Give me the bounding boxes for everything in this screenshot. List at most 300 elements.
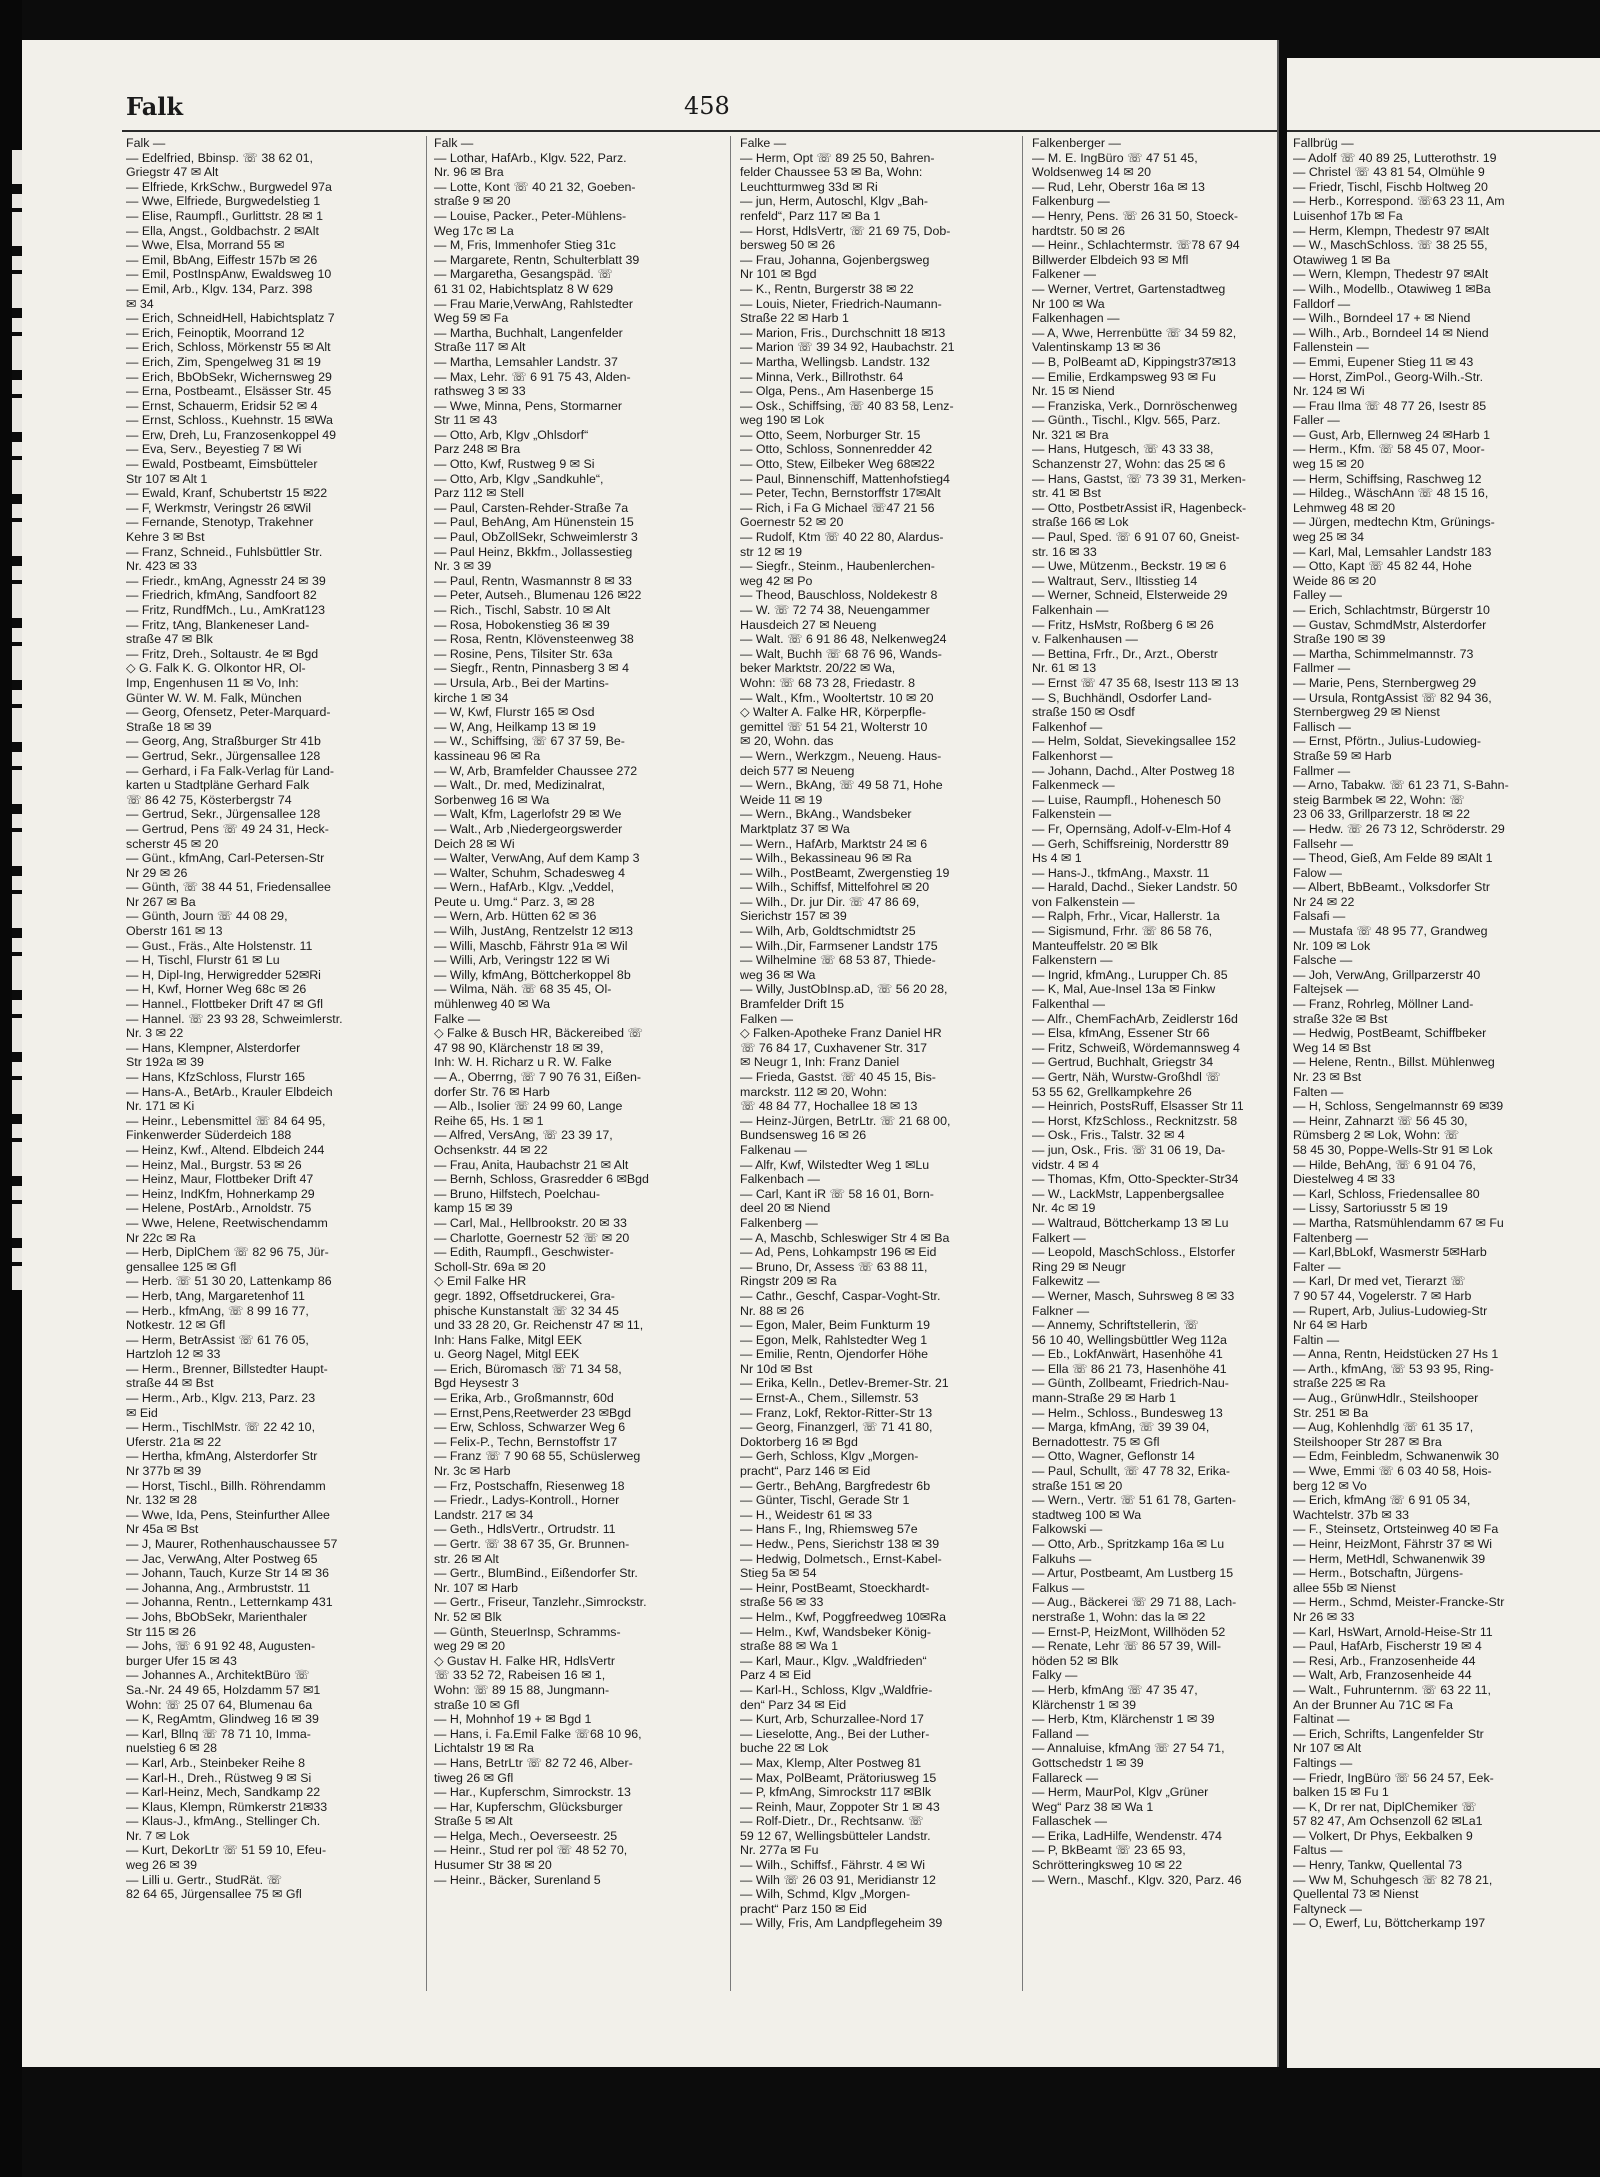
directory-line: ✉ Eid (126, 1405, 158, 1420)
directory-line: — Günth, Zollbeamt, Friedrich-Nau- (1032, 1376, 1229, 1391)
directory-line: weg 26 ✉ 39 (126, 1858, 198, 1873)
directory-line: pracht“, Parz 146 ✉ Eid (740, 1464, 871, 1479)
right-page-partial (1287, 58, 1600, 2068)
directory-line: — Wilh, Arb, Goldtschmidtstr 25 (740, 924, 916, 939)
directory-line: — Gustav, SchmdMstr, Alsterdorfer (1293, 617, 1487, 632)
directory-line: — Christel ☏ 43 81 54, Olmühle 9 (1293, 165, 1485, 180)
directory-line: Falow — (1293, 865, 1342, 880)
directory-line: Sorbenweg 16 ✉ Wa (434, 792, 550, 807)
directory-line: — Siegfr., Rentn, Pinnasberg 3 ✉ 4 (434, 661, 629, 676)
directory-line: Falsche — (1293, 953, 1353, 968)
directory-line: Notkestr. 12 ✉ Gfl (126, 1318, 226, 1333)
running-head-word: Falk (126, 92, 184, 121)
directory-line: — Friedr., kmAng, Agnesstr 24 ✉ 39 (126, 573, 326, 588)
directory-line: — Lotte, Kont ☏ 40 21 32, Goeben- (434, 179, 636, 194)
directory-line: Billwerder Elbdeich 93 ✉ Mfl (1032, 252, 1189, 267)
directory-line: mühlenweg 40 ✉ Wa (434, 997, 550, 1012)
directory-line: Falkenhof — (1032, 719, 1103, 734)
directory-line: straße 10 ✉ Gfl (434, 1697, 520, 1712)
directory-line: Rümsberg 2 ✉ Lok, Wohn: ☏ (1293, 1128, 1460, 1143)
directory-line: — Herm., Kfm. ☏ 58 45 07, Moor- (1293, 442, 1485, 457)
directory-line: — Johanna, Rentn., Letternkamp 431 (126, 1595, 333, 1610)
directory-line: — Wwe, Elsa, Morrand 55 ✉ (126, 238, 285, 253)
directory-line: — Johs, BbObSekr, Marienthaler (126, 1609, 308, 1624)
directory-line: — Lilli u. Gertr., StudRät. ☏ (126, 1872, 282, 1887)
directory-line: Str 192a ✉ 39 (126, 1055, 204, 1070)
directory-line: weg 190 ✉ Lok (740, 413, 825, 428)
directory-line: gensallee 125 ✉ Gfl (126, 1259, 237, 1274)
directory-line: Kehre 3 ✉ Bst (126, 530, 205, 545)
directory-line: — Resi, Arb., Franzosenheide 44 (1293, 1653, 1476, 1668)
directory-line: Bgd Heysestr 3 (434, 1376, 519, 1391)
directory-line: — Gertrud, Buchhalt, Griegstr 34 (1032, 1055, 1214, 1070)
directory-line: — Herm, MetHdl, Schwanenwik 39 (1293, 1551, 1486, 1566)
directory-line: — Karl, Maur., Klgv. „Waldfrieden“ (740, 1653, 927, 1668)
directory-line: — Karl, Dr med vet, Tierarzt ☏ (1293, 1274, 1466, 1289)
directory-line: Falky — (1032, 1668, 1078, 1683)
directory-line: straße 47 ✉ Blk (126, 632, 213, 647)
directory-line: Straße 190 ✉ 39 (1293, 632, 1386, 647)
directory-line: Nr 267 ✉ Ba (126, 894, 196, 909)
directory-line: Faltinat — (1293, 1712, 1350, 1727)
directory-line: Falkenhain — (1032, 603, 1109, 617)
directory-line: — Erich, Schrifts, Langenfelder Str (1293, 1726, 1484, 1741)
directory-line: Weide 86 ✉ 20 (1293, 573, 1377, 588)
directory-line: — Kurt, Arb, Schurzallee-Nord 17 (740, 1712, 924, 1727)
directory-line: Nr 100 ✉ Wa (1032, 296, 1105, 311)
directory-line: — Gertrud, Sekr., Jürgensallee 128 (126, 748, 321, 763)
directory-line: Lehmweg 48 ✉ 20 (1293, 500, 1395, 515)
directory-line: Lichtalstr 19 ✉ Ra (434, 1741, 534, 1756)
directory-line: mann-Straße 29 ✉ Harb 1 (1032, 1391, 1176, 1406)
directory-line: weg 25 ✉ 34 (1293, 530, 1365, 545)
directory-line: — Herm., Botschaftn, Jürgens- (1293, 1566, 1464, 1581)
directory-line: str. 26 ✉ Alt (434, 1551, 499, 1566)
directory-line: Nr. 52 ✉ Blk (434, 1609, 502, 1624)
directory-line: Nr 64 ✉ Harb (1293, 1318, 1368, 1333)
directory-line: Bernadottestr. 75 ✉ Gfl (1032, 1434, 1160, 1449)
directory-line: — Wwe, Ida, Pens, Steinfurther Allee (126, 1507, 330, 1522)
directory-line: Sierichstr 157 ✉ 39 (740, 909, 847, 924)
directory-line: Nr. 124 ✉ Wi (1293, 384, 1365, 399)
directory-line: — Walt., Kfm., Wooltertstr. 10 ✉ 20 (740, 690, 934, 705)
directory-line: — Friedr, IngBüro ☏ 56 24 57, Eek- (1293, 1770, 1494, 1785)
directory-line: pracht“ Parz 150 ✉ Eid (740, 1901, 867, 1916)
directory-line: — Wilma, Näh. ☏ 68 35 45, Ol- (434, 982, 612, 997)
directory-line: — Martha, Ratsmühlendamm 67 ✉ Fu (1293, 1215, 1504, 1230)
directory-line: Nr. 132 ✉ 28 (126, 1493, 197, 1508)
directory-line: — Martha, Wellingsb. Landstr. 132 (740, 354, 930, 369)
directory-line: — Ernst, Pförtn., Julius-Ludowieg- (1293, 734, 1482, 749)
directory-line: — Günth, ☏ 38 44 51, Friedensallee (126, 880, 331, 895)
directory-line: Wohn: ☏ 68 73 28, Friedastr. 8 (740, 675, 916, 690)
directory-line: ◇ G. Falk K. G. Olkontor HR, Ol- (126, 661, 306, 676)
directory-line: Griegstr 47 ✉ Alt (126, 165, 219, 180)
directory-line: — Jac, VerwAng, Alter Postweg 65 (126, 1551, 318, 1566)
directory-line: Ochsenkstr. 44 ✉ 22 (434, 1142, 548, 1157)
directory-line: beker Marktstr. 20/22 ✉ Wa, (740, 661, 896, 676)
directory-line: Inh: W. H. Richarz u R. W. Falke (434, 1055, 612, 1070)
directory-line: — Helene, Rentn., Billst. Mühlenweg (1293, 1055, 1495, 1070)
directory-line: — Karl, Bllnq ☏ 78 71 10, Imma- (126, 1726, 311, 1741)
directory-line: phische Kunstanstalt ☏ 32 34 45 (434, 1303, 619, 1318)
directory-line: — Fr, Opernsäng, Adolf-v-Elm-Hof 4 (1032, 821, 1232, 836)
directory-line: — Ernst ☏ 47 35 68, Isestr 113 ✉ 13 (1032, 675, 1239, 690)
directory-line: — Rupert, Arb, Julius-Ludowieg-Str (1293, 1303, 1488, 1318)
directory-line: Falkenthal — (1032, 997, 1106, 1012)
directory-line: — Aug., Bäckerei ☏ 29 71 88, Lach- (1032, 1595, 1237, 1610)
directory-line: — Wilh., Bekassineau 96 ✉ Ra (740, 851, 912, 866)
directory-line: — Paul, Binnenschiff, Mattenhofstieg4 (740, 471, 950, 486)
directory-line: — Fritz, tAng, Blankeneser Land- (126, 617, 310, 632)
directory-line: — Georg, Finanzgerl, ☏ 71 41 80, (740, 1420, 933, 1435)
directory-line: — Elfriede, KrkSchw., Burgwedel 97a (126, 179, 332, 194)
directory-line: — Waltraud, Böttcherkamp 13 ✉ Lu (1032, 1215, 1229, 1230)
directory-line: Wachtelstr. 37b ✉ 33 (1293, 1507, 1409, 1522)
directory-line: Faltejsek — (1293, 982, 1359, 997)
directory-line: — Friedr., Ladys-Kontroll., Horner (434, 1493, 620, 1508)
directory-line: Str 115 ✉ 26 (126, 1624, 197, 1639)
directory-line: Nr. 15 ✉ Niend (1032, 384, 1115, 399)
directory-line: — Günt., kfmAng, Carl-Petersen-Str (126, 851, 325, 866)
directory-line: — Hans, KfzSchloss, Flurstr 165 (126, 1070, 306, 1084)
directory-line: Faltings — (1293, 1755, 1353, 1770)
directory-line: — Erich, BbObSekr, Wichernsweg 29 (126, 369, 332, 384)
directory-line: — Ralph, Frhr., Vicar, Hallerstr. 1a (1032, 909, 1220, 924)
directory-line: Falten — (1293, 1084, 1344, 1099)
directory-line: v. Falkenhausen — (1032, 632, 1138, 647)
directory-line: — Hedwig, Dolmetsch., Ernst-Kabel- (740, 1551, 942, 1566)
column-divider (730, 136, 731, 1991)
directory-line: — Cathr., Geschf, Caspar-Voght-Str. (740, 1288, 941, 1303)
directory-line: u. Georg Nagel, Mitgl EEK (434, 1347, 580, 1362)
directory-line: deich 577 ✉ Neueng (740, 763, 855, 778)
directory-line: — Reinh, Maur, Zoppoter Str 1 ✉ 43 (740, 1799, 940, 1814)
directory-line: Nr. 321 ✉ Bra (1032, 427, 1109, 442)
directory-line: — Aug., GrünwHdlr., Steilshooper (1293, 1391, 1479, 1406)
directory-line: gemittel ☏ 51 54 21, Wolterstr 10 (740, 719, 928, 734)
directory-line: straße 88 ✉ Wa 1 (740, 1639, 839, 1654)
directory-line: — Leopold, MaschSchloss., Elstorfer (1032, 1245, 1236, 1260)
directory-line: 47 98 90, Klärchenstr 18 ✉ 39, (434, 1040, 604, 1055)
directory-line: allee 55b ✉ Nienst (1293, 1580, 1396, 1595)
directory-line: — Hans, Klempner, Alsterdorfer (126, 1040, 301, 1055)
directory-line: — Helene, PostArb., Arnoldstr. 75 (126, 1201, 312, 1216)
directory-line: Nr 24 ✉ 22 (1293, 894, 1355, 909)
directory-line: — Wwe, Elfriede, Burgwedelstieg 1 (126, 194, 321, 209)
directory-line: Wohn: ☏ 25 07 64, Blumenau 6a (126, 1697, 313, 1712)
header-rule-right (1287, 130, 1600, 132)
directory-line: — Rud, Lehr, Oberstr 16a ✉ 13 (1032, 179, 1205, 194)
directory-line: — Harald, Dachd., Sieker Landstr. 50 (1032, 880, 1238, 895)
directory-line: Ringstr 209 ✉ Ra (740, 1274, 837, 1289)
directory-line: Weide 11 ✉ 19 (740, 792, 823, 807)
directory-line: — Walt., Arb ,Niedergeorgswerder (434, 821, 623, 836)
directory-line: — A, Maschb, Schleswiger Str 4 ✉ Ba (740, 1230, 950, 1245)
directory-line: — Arth., kfmAng, ☏ 53 93 95, Ring- (1293, 1361, 1494, 1376)
directory-line: Fallmer — (1293, 661, 1351, 676)
directory-line: Ring 29 ✉ Neugr (1032, 1259, 1126, 1274)
directory-line: Falkenberg — (740, 1215, 818, 1230)
directory-line: Weg“ Parz 38 ✉ Wa 1 (1032, 1799, 1154, 1814)
directory-line: — Helm., Kwf, Poggfreedweg 10✉Ra (740, 1609, 946, 1624)
directory-line: — Paul, ObZollSekr, Schweimlerstr 3 (434, 530, 638, 545)
directory-line: — M. E. IngBüro ☏ 47 51 45, (1032, 150, 1198, 165)
directory-line: burger Ufer 15 ✉ 43 (126, 1653, 237, 1668)
directory-line: Falke — (740, 136, 787, 150)
directory-line: — J, Maurer, Rothenhauschaussee 57 (126, 1537, 338, 1551)
directory-line: — Theod, Gieß, Am Felde 89 ✉Alt 1 (1293, 851, 1493, 866)
directory-line: — Friedrich, kfmAng, Sandfoort 82 (126, 588, 317, 603)
directory-line: — Karl-H., Schloss, Klgv „Waldfrie- (740, 1682, 933, 1697)
directory-line: — Sigismund, Frhr. ☏ 86 58 76, (1032, 924, 1213, 939)
directory-line: — Rosine, Pens, Tilsiter Str. 63a (434, 646, 613, 661)
directory-line: — Klaus-J., kfmAng., Stellinger Ch. (126, 1814, 321, 1829)
directory-line: — Ad, Pens, Lohkampstr 196 ✉ Eid (740, 1245, 937, 1260)
directory-line: — Erich, Feinoptik, Moorrand 12 (126, 325, 305, 340)
directory-line: — Gertr., BlumBind., Eißendorfer Str. (434, 1566, 638, 1581)
directory-line: — Peter, Autseh., Blumenau 126 ✉22 (434, 588, 642, 603)
directory-line: — Herb, DiplChem ☏ 82 96 75, Jür- (126, 1245, 329, 1260)
directory-line: Weg 17c ✉ La (434, 223, 514, 238)
directory-line: Falkowski — (1032, 1522, 1103, 1537)
directory-line: felder Chaussee 53 ✉ Ba, Wohn: (740, 165, 923, 180)
directory-line: ◇ Falke & Busch HR, Bäckereibed ☏ (434, 1026, 643, 1041)
directory-line: buche 22 ✉ Lok (740, 1741, 829, 1756)
directory-line: — Marion ☏ 39 34 92, Haubachstr. 21 (740, 340, 955, 355)
directory-line: — Hertha, kfmAng, Alsterdorfer Str (126, 1449, 318, 1464)
directory-line: Imp, Engenhusen 11 ✉ Vo, Inh: (126, 675, 299, 690)
directory-line: — Herb., kfmAng, ☏ 8 99 16 77, (126, 1303, 309, 1318)
directory-line: — Werner, Vertret, Gartenstadtweg (1032, 281, 1226, 296)
directory-line: kamp 15 ✉ 39 (434, 1201, 513, 1216)
directory-line: gegr. 1892, Offsetdruckerei, Gra- (434, 1288, 615, 1303)
directory-line: — Otto, Wagner, Geflonstr 14 (1032, 1449, 1195, 1464)
directory-line: — Anna, Rentn, Heidstücken 27 Hs 1 (1293, 1347, 1499, 1362)
directory-line: — Walt., Dr. med, Medizinalrat, (434, 778, 605, 793)
directory-line: — Hans, Hutgesch, ☏ 43 33 38, (1032, 442, 1214, 457)
directory-line: — Otto, Schloss, Sonnenredder 42 (740, 442, 933, 457)
directory-line: — Herm, Schiffsing, Raschweg 12 (1293, 471, 1482, 486)
directory-line: Falkert — (1032, 1230, 1086, 1245)
directory-line: — Frau Ilma ☏ 48 77 26, Isestr 85 (1293, 398, 1487, 413)
directory-line: straße 44 ✉ Bst (126, 1376, 214, 1391)
directory-line: — Hans, BetrLtr ☏ 82 72 46, Alber- (434, 1755, 633, 1770)
directory-line: — Günter, Tischl, Gerade Str 1 (740, 1493, 910, 1508)
directory-line: Goernestr 52 ✉ 20 (740, 515, 844, 530)
directory-line: — jun, Herm, Autoschl, Klgv „Bah- (740, 194, 928, 209)
directory-line: Nr. 88 ✉ 26 (740, 1303, 805, 1318)
directory-line: ✉ 34 (126, 296, 154, 311)
directory-line: — Wern., BkAng, ☏ 49 58 71, Hohe (740, 778, 943, 793)
directory-line: Falland — (1032, 1726, 1089, 1741)
column-divider (1022, 136, 1023, 1991)
directory-line: — Otto, Arb, Klgv „Sandkuhle“, (434, 471, 604, 486)
directory-line: — Marion, Fris., Durchschnitt 18 ✉13 (740, 325, 946, 340)
directory-line: dorfer Str. 76 ✉ Harb (434, 1084, 550, 1099)
directory-line: Parz 248 ✉ Bra (434, 442, 521, 457)
directory-line: — Ernst, Schloss., Kuehnstr. 15 ✉Wa (126, 413, 333, 428)
directory-line: ◇ Emil Falke HR (434, 1274, 527, 1289)
directory-line: Falley — (1293, 588, 1342, 603)
directory-line: — Franz, Lokf, Rektor-Ritter-Str 13 (740, 1405, 933, 1420)
directory-line: — Gertrud, Pens ☏ 49 24 31, Heck- (126, 821, 329, 836)
directory-line: Falkenau — (740, 1142, 807, 1157)
directory-line: — Johs, ☏ 6 91 92 48, Augusten- (126, 1639, 316, 1654)
directory-line: — Egon, Melk, Rahlstedter Weg 1 (740, 1332, 928, 1347)
directory-line: — Ewald, Kranf, Schubertstr 15 ✉22 (126, 486, 328, 501)
directory-line: weg 36 ✉ Wa (740, 967, 816, 982)
directory-line: Nr. 7 ✉ Lok (126, 1828, 190, 1843)
directory-line: — Heinr, Zahnarzt ☏ 56 45 30, (1293, 1113, 1468, 1128)
directory-line: — Herb, kfmAng ☏ 47 35 47, (1032, 1682, 1198, 1697)
directory-line: — Frau, Johanna, Gojenbergsweg (740, 252, 930, 267)
directory-line: — Willy, Fris, Am Landpflegeheim 39 (740, 1916, 943, 1931)
directory-line: — Emilie, Rentn, Ojendorfer Höhe (740, 1347, 929, 1362)
directory-line: — Otto, Arb, Klgv „Ohlsdorf“ (434, 427, 589, 442)
directory-line: Faltenberg — (1293, 1230, 1369, 1245)
directory-line: Sa.-Nr. 24 49 65, Holzdamm 57 ✉1 (126, 1682, 321, 1697)
directory-line: — Carl, Mal., Hellbrookstr. 20 ✉ 33 (434, 1215, 627, 1230)
directory-line: — Marga, kfmAng, ☏ 39 39 04, (1032, 1420, 1210, 1435)
directory-line: — Fernande, Stenotyp, Trakehner (126, 515, 314, 530)
directory-line: — Ernst, Schauerm, Eridsir 52 ✉ 4 (126, 398, 318, 413)
directory-line: straße 150 ✉ Osdf (1032, 705, 1135, 720)
directory-line: Nr. 423 ✉ 33 (126, 559, 197, 574)
directory-line: Quellental 73 ✉ Nienst (1293, 1887, 1419, 1902)
directory-line: straße 151 ✉ 20 (1032, 1478, 1123, 1493)
directory-line: Faltin — (1293, 1332, 1340, 1347)
directory-line: hardtstr. 50 ✉ 26 (1032, 223, 1126, 238)
directory-line: — Lieselotte, Ang., Bei der Luther- (740, 1726, 930, 1741)
directory-line: — Wern, Klempn, Thedestr 97 ✉Alt (1293, 267, 1489, 282)
directory-line: Nr. 107 ✉ Harb (434, 1580, 519, 1595)
directory-line: — Erika, LadHilfe, Wendenstr. 474 (1032, 1828, 1222, 1843)
directory-line: — Luise, Raumpfl., Hohenesch 50 (1032, 792, 1221, 807)
directory-line: — Erich, Zim, Spengelweg 31 ✉ 19 (126, 354, 321, 369)
directory-line: — Bruno, Dr, Assess ☏ 63 88 11, (740, 1259, 928, 1274)
directory-line: — Osk., Fris., Talstr. 32 ✉ 4 (1032, 1128, 1185, 1143)
directory-line: Diestelweg 4 ✉ 33 (1293, 1172, 1395, 1187)
directory-line: — Günth, Journ ☏ 44 08 29, (126, 909, 288, 924)
directory-line: stadtweg 100 ✉ Wa (1032, 1507, 1142, 1522)
directory-line: — Hildeg., WäschAnn ☏ 48 15 16, (1293, 486, 1489, 501)
directory-line: Luisenhof 17b ✉ Fa (1293, 208, 1403, 223)
directory-line: — Olga, Pens., Am Hasenberge 15 (740, 384, 934, 399)
directory-line: — H, Dipl-Ing, Herwigredder 52✉Ri (126, 967, 321, 982)
directory-line: 57 82 47, Am Ochsenzoll 62 ✉La1 (1293, 1814, 1483, 1829)
directory-line: — K, RegAmtm, Glindweg 16 ✉ 39 (126, 1712, 319, 1727)
directory-line: Nr 29 ✉ 26 (126, 865, 188, 880)
directory-line: — Heinr, HeizMont, Fährstr 37 ✉ Wi (1293, 1537, 1493, 1551)
directory-column-4 (1032, 136, 1277, 1887)
directory-line: — Wilh., Dr. jur Dir. ☏ 47 86 69, (740, 894, 920, 909)
directory-line: — Erw, Dreh, Lu, Franzosenkoppel 49 (126, 427, 337, 442)
directory-line: Nr. 171 ✉ Ki (126, 1099, 195, 1114)
directory-line: — W., MaschSchloss. ☏ 38 25 55, (1293, 238, 1488, 253)
directory-line: — Erich, Schloss, Mörkenstr 55 ✉ Alt (126, 340, 331, 355)
directory-line: — Hans-J., tkfmAng., Maxstr. 11 (1032, 865, 1210, 880)
directory-line: — Walter, VerwAng, Auf dem Kamp 3 (434, 851, 640, 866)
directory-line: — Günth., Tischl., Klgv. 565, Parz. (1032, 413, 1221, 428)
directory-line: karten u Stadtpläne Gerhard Falk (126, 778, 310, 793)
directory-line: Falsafi — (1293, 909, 1346, 924)
directory-line: — Hans, i. Fa.Emil Falke ☏68 10 96, (434, 1726, 642, 1741)
directory-line: von Falkenstein — (1032, 894, 1135, 909)
directory-line: Nr 377b ✉ 39 (126, 1464, 202, 1479)
directory-line: straße 225 ✉ Ra (1293, 1376, 1386, 1391)
directory-line: Falkenhagen — (1032, 311, 1120, 326)
directory-line: ☏ 48 84 77, Hochallee 18 ✉ 13 (740, 1099, 918, 1114)
directory-line: — Kurt, DekorLtr ☏ 51 59 10, Efeu- (126, 1843, 327, 1858)
directory-line: — Mustafa ☏ 48 95 77, Grandweg (1293, 924, 1488, 939)
directory-line: — Eb., LokfAnwärt, Hasenhöhe 41 (1032, 1347, 1223, 1362)
directory-line: Leuchtturmweg 33d ✉ Ri (740, 179, 878, 194)
directory-line: — Otto, Kwf, Rustweg 9 ✉ Si (434, 457, 595, 472)
directory-line: balken 15 ✉ Fu 1 (1293, 1785, 1389, 1800)
directory-line: — Renate, Lehr ☏ 86 57 39, Will- (1032, 1639, 1222, 1654)
directory-line: nuelstieg 6 ✉ 28 (126, 1741, 217, 1756)
directory-line: — Erich, kfmAng ☏ 6 91 05 34, (1293, 1493, 1471, 1508)
directory-line: — P, BkBeamt ☏ 23 65 93, (1032, 1843, 1186, 1858)
directory-line: — Willy, kfmAng, Böttcherkoppel 8b (434, 967, 631, 982)
directory-line: ☏ 86 42 75, Kösterbergstr 74 (126, 792, 292, 807)
directory-line: — Heinr., Stud rer pol ☏ 48 52 70, (434, 1843, 628, 1858)
directory-line: — Emil, BbAng, Eiffestr 157b ✉ 26 (126, 252, 318, 267)
directory-line: — Erna, Postbeamt., Elsässer Str. 45 (126, 384, 332, 399)
directory-line: — Heinr., Lebensmittel ☏ 84 64 95, (126, 1113, 326, 1128)
directory-line: — Franz, Rohrleg, Möllner Land- (1293, 997, 1474, 1012)
directory-line: — Franziska, Verk., Dornröschenweg (1032, 398, 1238, 413)
directory-line: — Willi, Arb, Veringstr 122 ✉ Wi (434, 953, 610, 968)
directory-line: — Max, Lehr. ☏ 6 91 75 43, Alden- (434, 369, 631, 384)
directory-line: ☏ 33 52 72, Rabeisen 16 ✉ 1, (434, 1668, 606, 1683)
directory-line: — Louise, Packer., Peter-Mühlens- (434, 208, 627, 223)
directory-line: straße 9 ✉ 20 (434, 194, 511, 209)
directory-line: — Herb. ☏ 51 30 20, Lattenkamp 86 (126, 1274, 332, 1289)
directory-line: — Annaluise, kfmAng ☏ 27 54 71, (1032, 1741, 1225, 1756)
directory-line: Falter — (1293, 1259, 1341, 1274)
directory-line: — Gust., Fräs., Alte Holstenstr. 11 (126, 938, 313, 953)
directory-line: — Eva, Serv., Beyestieg 7 ✉ Wi (126, 442, 302, 457)
directory-line: — Charlotte, Goernestr 52 ☏ ✉ 20 (434, 1230, 630, 1245)
directory-line: — Waltraut, Serv., Iltisstieg 14 (1032, 573, 1198, 588)
directory-line: — Wwe, Emmi ☏ 6 03 40 58, Hois- (1293, 1464, 1492, 1479)
directory-line: ◇ Walter A. Falke HR, Körperpfle- (740, 705, 927, 720)
directory-line: Falkenbach — (740, 1172, 820, 1187)
directory-line: — Werner, Schneid, Elsterweide 29 (1032, 588, 1228, 603)
directory-line: — Hedw. ☏ 26 73 12, Schröderstr. 29 (1293, 821, 1505, 836)
directory-line: — Horst, KfzSchloss., Recknitzstr. 58 (1032, 1113, 1238, 1128)
directory-line: — Henry, Tankw, Quellental 73 (1293, 1858, 1462, 1873)
directory-line: — K, Dr rer nat, DiplChemiker ☏ (1293, 1799, 1477, 1814)
directory-line: — Günth, SteuerInsp, Schramms- (434, 1624, 621, 1639)
directory-line: Falkenhorst — (1032, 748, 1113, 763)
directory-line: — Wilh., Schiffsf, Mittelfohrel ✉ 20 (740, 880, 930, 895)
directory-line: — Heinrich, PostsRuff, Elsasser Str 11 (1032, 1099, 1244, 1114)
directory-line: Nr. 4c ✉ 19 (1032, 1201, 1096, 1216)
directory-line: Falkewitz — (1032, 1274, 1100, 1289)
directory-line: — Erich, SchneidHell, Habichtsplatz 7 (126, 311, 335, 326)
directory-line: — Wern, Arb. Hütten 62 ✉ 36 (434, 909, 597, 924)
directory-line: Nr 107 ✉ Alt (1293, 1741, 1362, 1756)
directory-line: — Bettina, Frfr., Dr., Arzt., Oberstr (1032, 646, 1218, 661)
directory-line: — B, PolBeamt aD, Kippingstr37✉13 (1032, 354, 1236, 369)
directory-line: — Friedr, Tischl, Fischb Holtweg 20 (1293, 179, 1488, 194)
directory-line: Peute u. Umg.“ Parz. 3, ✉ 28 (434, 894, 595, 909)
directory-line: — Ernst-P, HeizMont, Willhöden 52 (1032, 1624, 1226, 1639)
directory-line: — Willy, JustObInsp.aD, ☏ 56 20 28, (740, 982, 948, 997)
